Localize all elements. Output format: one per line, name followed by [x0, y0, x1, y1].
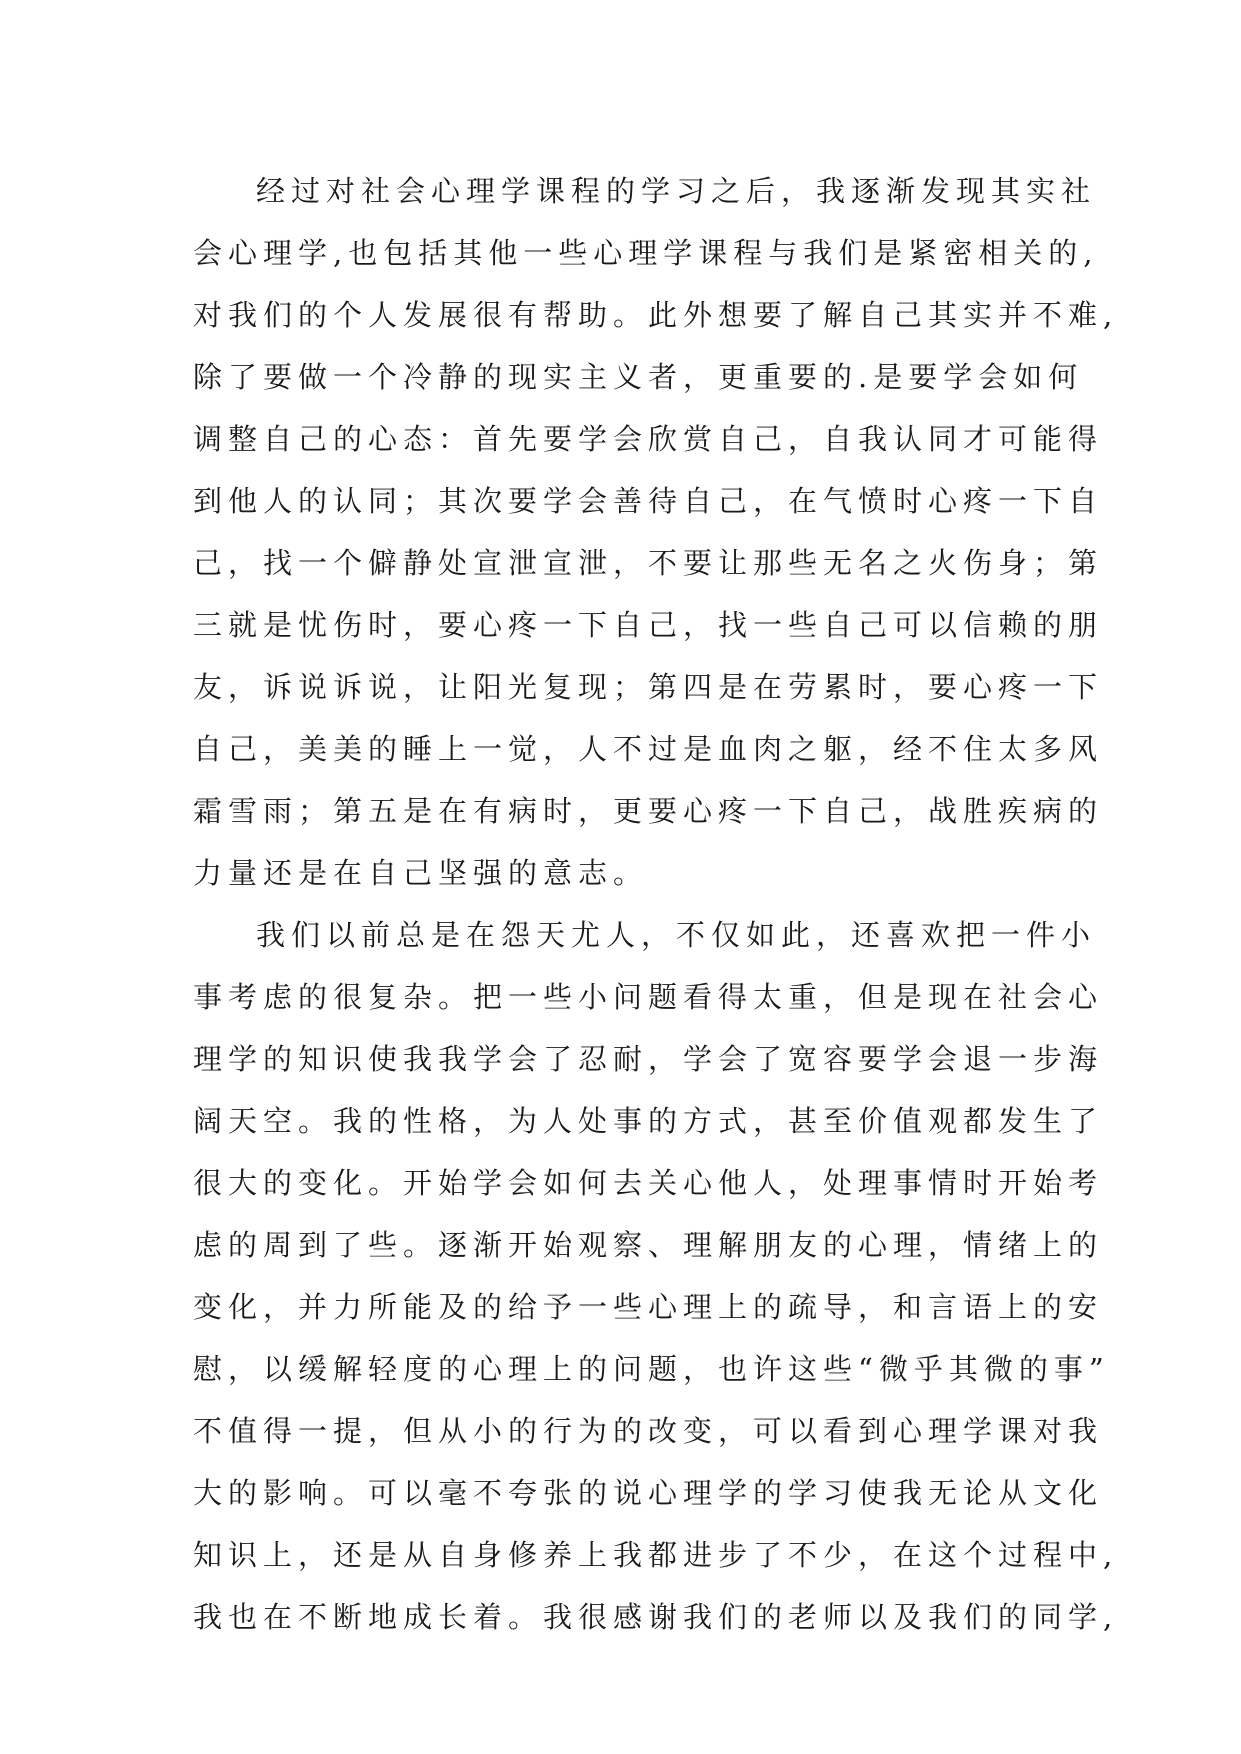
- paragraph-line: 除了要做一个冷静的现实主义者，更重要的.是要学会如何: [193, 360, 1084, 394]
- paragraph-line: 经过对社会心理学课程的学习之后，我逐渐发现其实社: [256, 174, 1097, 208]
- paragraph-line: 对我们的个人发展很有帮助。此外想要了解自己其实并不难,: [193, 298, 1119, 332]
- paragraph-line: 不值得一提，但从小的行为的改变，可以看到心理学课对我: [193, 1414, 1104, 1448]
- paragraph-line: 霜雪雨；第五是在有病时，更要心疼一下自己，战胜疾病的: [193, 794, 1104, 828]
- paragraph-line: 己，找一个僻静处宣泄宣泄，不要让那些无名之火伤身；第: [193, 546, 1104, 580]
- paragraph-line: 变化，并力所能及的给予一些心理上的疏导，和言语上的安: [193, 1290, 1104, 1324]
- paragraph-line: 事考虑的很复杂。把一些小问题看得太重，但是现在社会心: [193, 980, 1104, 1014]
- paragraph-line: 虑的周到了些。逐渐开始观察、理解朋友的心理，情绪上的: [193, 1228, 1104, 1262]
- paragraph-line: 慰，以缓解轻度的心理上的问题，也许这些“微乎其微的事”: [193, 1352, 1110, 1386]
- paragraph-1: [193, 160, 1119, 904]
- paragraph-line: 我也在不断地成长着。我很感谢我们的老师以及我们的同学,: [193, 1600, 1119, 1634]
- paragraph-2: [193, 904, 1119, 1648]
- paragraph-line: 调整自己的心态：首先要学会欣赏自己，自我认同才可能得: [193, 422, 1104, 456]
- paragraph-line: 很大的变化。开始学会如何去关心他人，处理事情时开始考: [193, 1166, 1104, 1200]
- paragraph-line: 力量还是在自己坚强的意志。: [193, 856, 649, 890]
- paragraph-line: 阔天空。我的性格，为人处事的方式，甚至价值观都发生了: [193, 1104, 1104, 1138]
- paragraph-line: 友，诉说诉说，让阳光复现；第四是在劳累时，要心疼一下: [193, 670, 1104, 704]
- paragraph-line: 大的影响。可以毫不夸张的说心理学的学习使我无论从文化: [193, 1476, 1104, 1510]
- paragraph-line: 会心理学,也包括其他一些心理学课程与我们是紧密相关的,: [193, 236, 1099, 270]
- paragraph-line: 理学的知识使我我学会了忍耐，学会了宽容要学会退一步海: [193, 1042, 1104, 1076]
- paragraph-line: 我们以前总是在怨天尤人，不仅如此，还喜欢把一件小: [256, 918, 1097, 952]
- document-body: [193, 160, 1119, 1648]
- paragraph-line: 到他人的认同；其次要学会善待自己，在气愤时心疼一下自: [193, 484, 1104, 518]
- paragraph-line: 三就是忧伤时，要心疼一下自己，找一些自己可以信赖的朋: [193, 608, 1104, 642]
- paragraph-line: 知识上，还是从自身修养上我都进步了不少，在这个过程中,: [193, 1538, 1119, 1572]
- paragraph-line: 自己，美美的睡上一觉，人不过是血肉之躯，经不住太多风: [193, 732, 1104, 766]
